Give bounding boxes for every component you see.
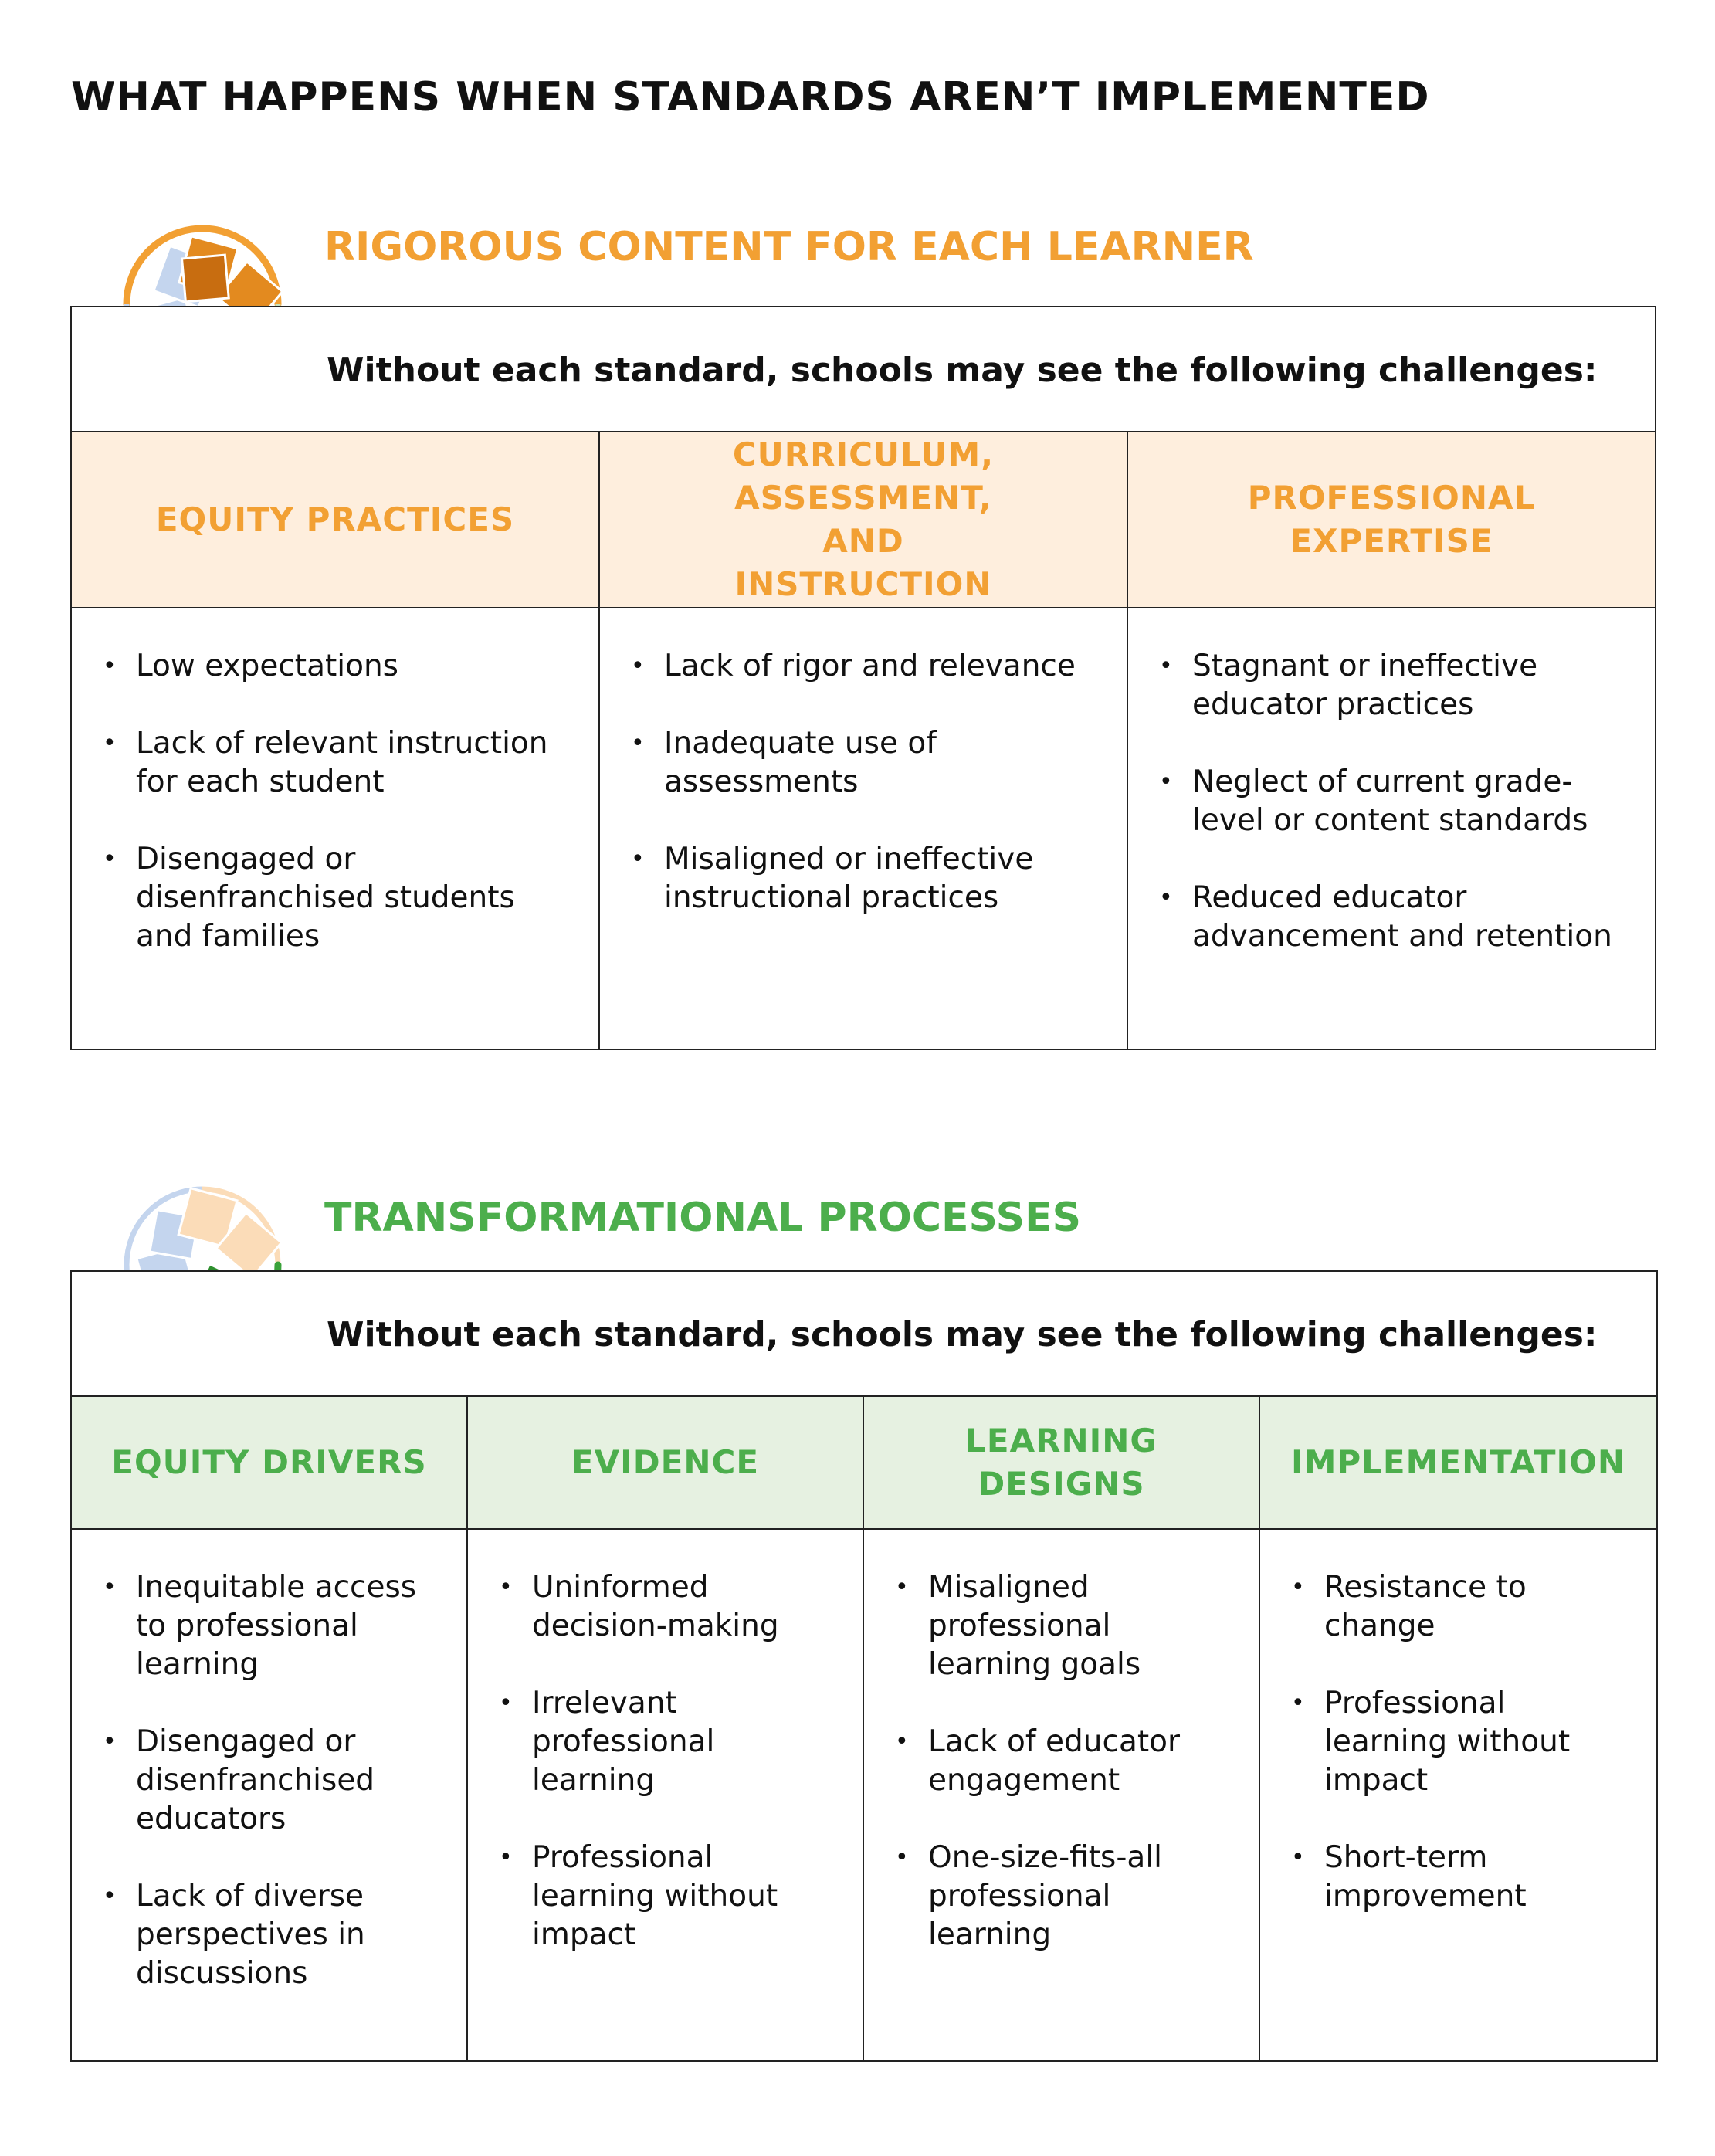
list-item: • Resistance to change [1291, 1568, 1633, 1646]
list-item: • Irrelevant professional learning [499, 1684, 839, 1800]
list-item: • Uninformed decision-making [499, 1568, 839, 1646]
column-heading: EVIDENCE [468, 1397, 864, 1530]
section-title: TRANSFORMATIONAL PROCESSES [324, 1195, 1082, 1241]
list-item: • Misaligned professional learning goals [895, 1568, 1235, 1684]
list-item: • Lack of relevant instruction for each student [103, 724, 575, 802]
list-item: • Inadequate use of assessments [631, 724, 1103, 802]
column-heading-text: LEARNING DESIGNS [965, 1422, 1157, 1503]
list-item: • Lack of diverse perspectives in discussions [103, 1877, 443, 1993]
standards-grid [72, 431, 1655, 1049]
standards-grid [72, 1395, 1656, 2060]
column-heading-text: CURRICULUM, ASSESSMENT, AND INSTRUCTION [732, 436, 995, 603]
column-body [600, 608, 1128, 1050]
list-item: • Stagnant or ineffective educator practices [1159, 647, 1632, 724]
list-item: • Professional learning without impact [1291, 1684, 1633, 1800]
list-item: • Neglect of current grade-level or content standards [1159, 763, 1632, 840]
list-item: • Lack of rigor and relevance [631, 647, 1103, 686]
column-heading: PROFESSIONAL EXPERTISE [1128, 432, 1655, 608]
column-heading [600, 432, 1128, 608]
list-item: • One-size-fits-all professional learning [895, 1839, 1235, 1954]
list-item: • Disengaged or disenfranchised educators [103, 1723, 443, 1839]
challenges-table [70, 306, 1656, 1050]
column-heading: IMPLEMENTATION [1260, 1397, 1656, 1530]
column-heading: EQUITY DRIVERS [72, 1397, 468, 1530]
column-body [468, 1530, 864, 2062]
column-body [1128, 608, 1655, 1050]
list-item: • Low expectations [103, 647, 575, 686]
intro-text: Without each standard, schools may see the following challenges: [327, 1315, 1598, 1354]
column-heading [864, 1397, 1260, 1530]
list-item: • Reduced educator advancement and retention [1159, 879, 1632, 956]
list-item: • Professional learning without impact [499, 1839, 839, 1954]
list-item: • Lack of educator engagement [895, 1723, 1235, 1800]
list-item: • Misaligned or ineffective instructional practices [631, 840, 1103, 917]
column-body [1260, 1530, 1656, 2062]
section-title: RIGOROUS CONTENT FOR EACH LEARNER [324, 224, 1254, 270]
column-body [864, 1530, 1260, 2062]
list-item: • Short-term improvement [1291, 1839, 1633, 1916]
column-heading: EQUITY PRACTICES [72, 432, 600, 608]
list-item: • Disengaged or disenfranchised students and families [103, 840, 575, 956]
column-body [72, 608, 600, 1050]
challenges-table [70, 1270, 1658, 2062]
list-item: • Inequitable access to professional learning [103, 1568, 443, 1684]
intro-text: Without each standard, schools may see the following challenges: [327, 351, 1598, 390]
column-body [72, 1530, 468, 2062]
page-title: WHAT HAPPENS WHEN STANDARDS AREN’T IMPLEMENTED [71, 74, 1430, 120]
